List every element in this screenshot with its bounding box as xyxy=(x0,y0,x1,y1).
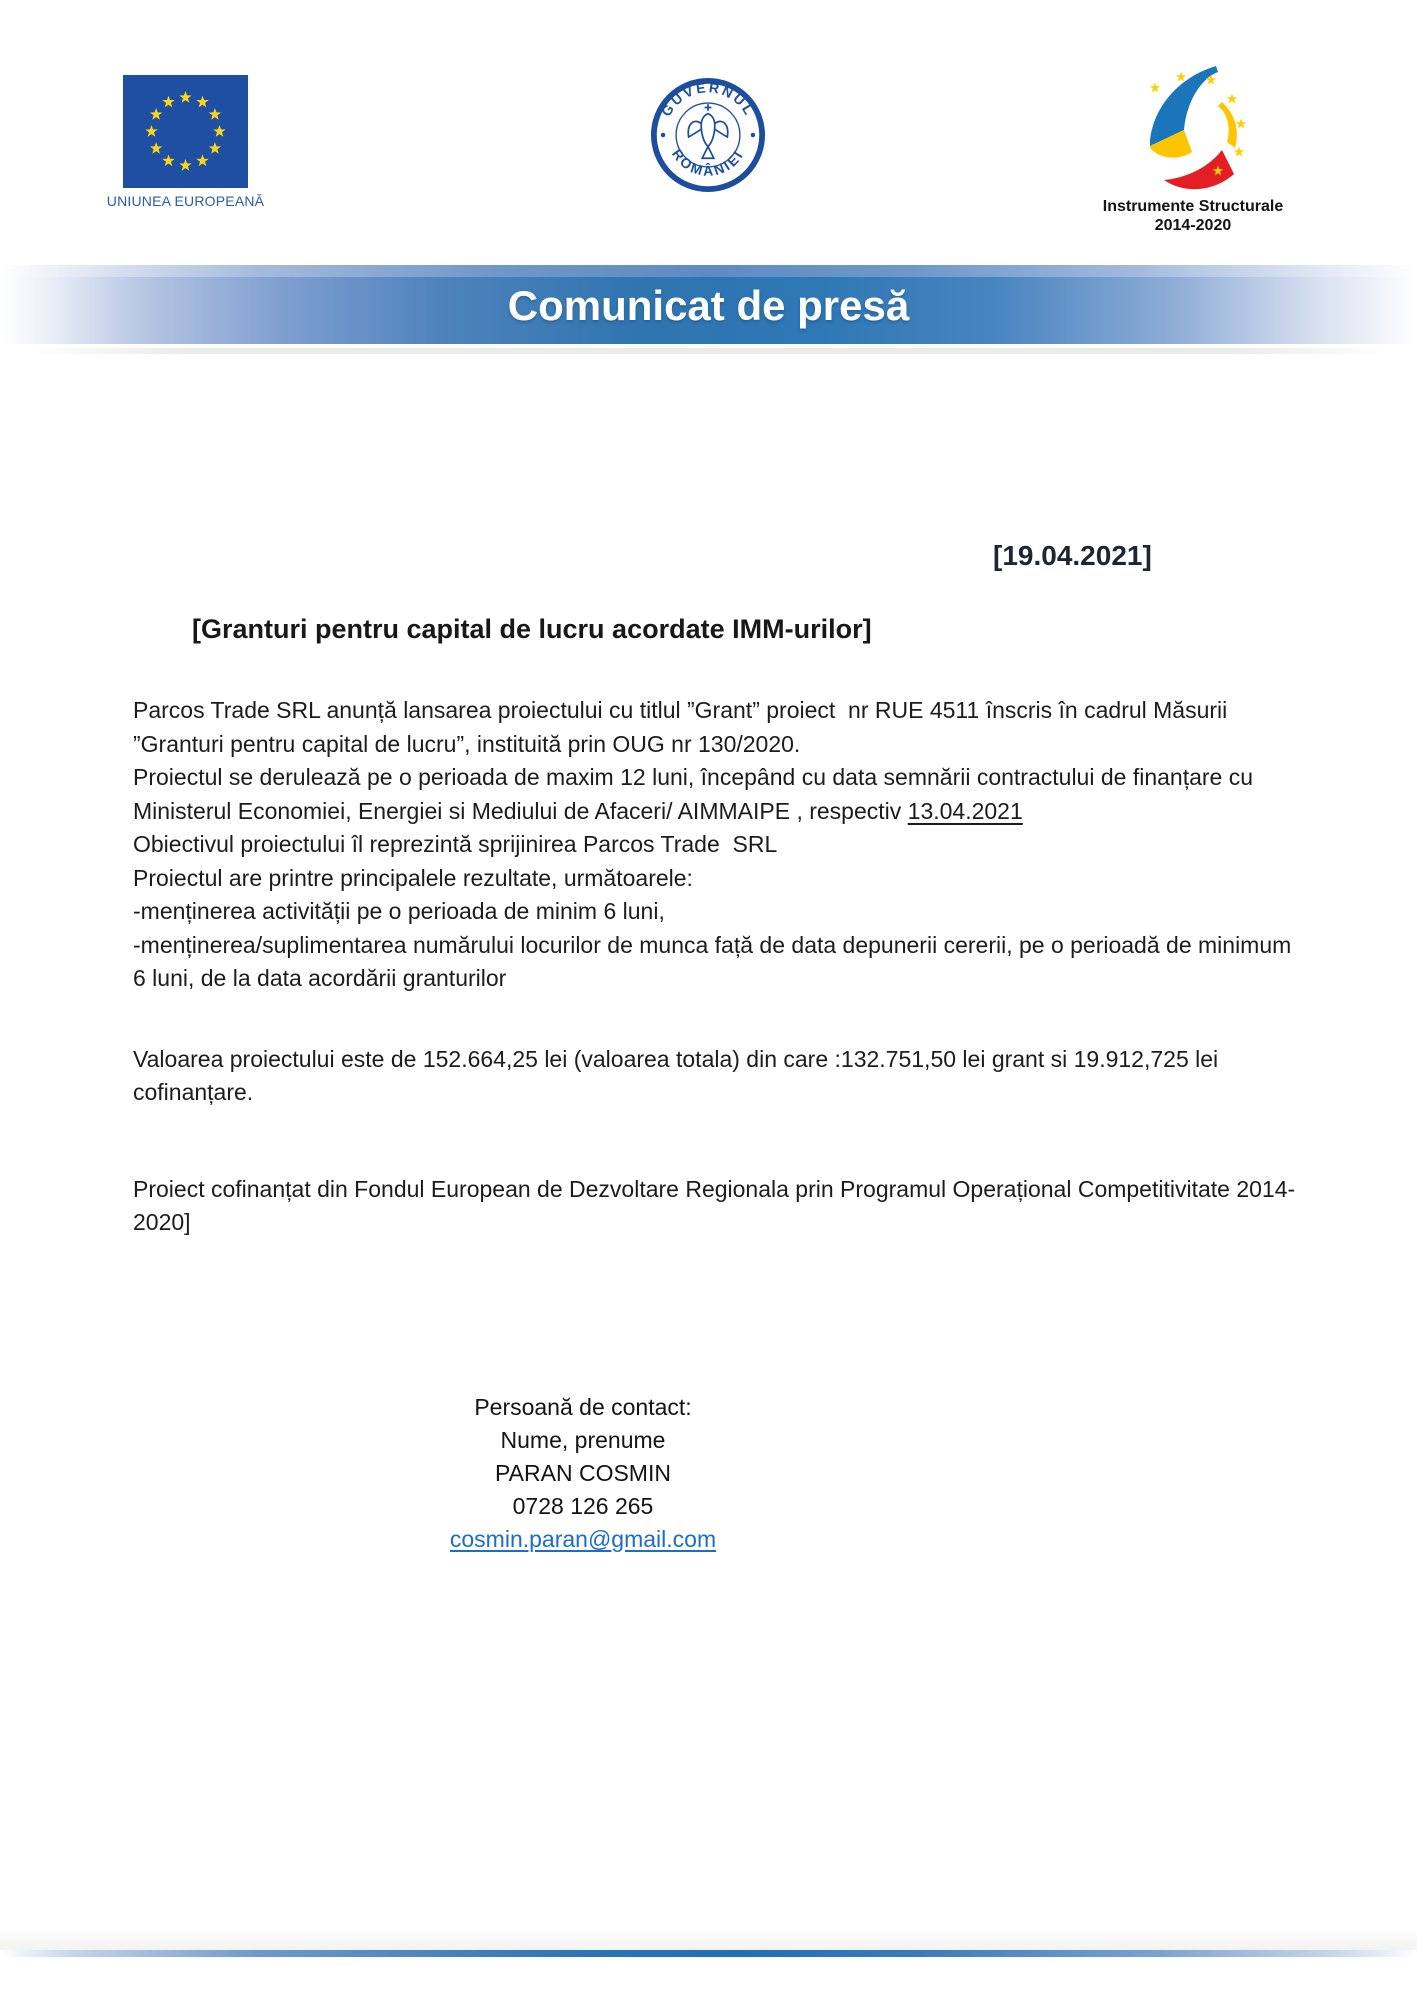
document-date: [19.04.2021] xyxy=(993,540,1152,571)
banner-title: Comunicat de presă xyxy=(507,282,910,329)
paragraph-announcement: Parcos Trade SRL anunță lansarea proiectului cu titlul ”Grant” proiect nr RUE 4511 înscris în cadrul Măsurii ”Granturi pentru capital de lucru”, instituită prin OUG nr 130/2020. xyxy=(133,697,1234,757)
structural-label-line1: Instrumente Structurale xyxy=(1102,198,1284,215)
government-seal-icon xyxy=(650,77,766,198)
paragraph-value: Valoarea proiectului este de 152.664,25 lei (valoarea totala) din care :132.751,50 lei grant si 19.912,725 lei cofinanțare. xyxy=(133,1045,1225,1105)
seal-top-text: GUVERNUL xyxy=(657,79,759,120)
contact-email-row xyxy=(0,1523,1166,1556)
seal-bottom-text: ROMÂNIEI xyxy=(668,146,747,179)
eu-flag-label: UNIUNEA EUROPEANĂ xyxy=(106,193,265,209)
banner-top-strip xyxy=(0,265,1417,277)
contact-block xyxy=(0,1391,1166,1556)
structural-instruments-icon xyxy=(1118,64,1268,199)
paragraph-objective: Obiectivul proiectului îl reprezintă sprijinirea Parcos Trade SRL xyxy=(133,831,778,857)
signing-date-underlined: 13.04.2021 xyxy=(907,797,1023,824)
contact-name-label: Nume, prenume xyxy=(500,1427,666,1453)
eu-flag-icon xyxy=(123,75,248,193)
contact-heading: Persoană de contact: xyxy=(474,1394,692,1420)
paragraph-result-1: -menținerea activității pe o perioada de minim 6 luni, xyxy=(133,898,665,924)
paragraph-duration-text: Proiectul se derulează pe o perioada de maxim 12 luni, începând cu data semnării contractului de finanțare cu Ministerul Economiei, Energiei si Mediului de Afaceri/ AIMMAIPE , respectiv xyxy=(133,764,1260,824)
footer-halo xyxy=(0,1929,1417,1950)
paragraph-cofinancing: Proiect cofinanțat din Fondul European de Dezvoltare Regionala prin Programul Operațional Competitivitate 2014-2020] xyxy=(133,1175,1296,1235)
contact-phone: 0728 126 265 xyxy=(512,1493,654,1519)
paragraph-duration xyxy=(133,761,1296,828)
structural-label-line2: 2014-2020 xyxy=(1154,217,1232,234)
paragraph-result-2: -menținerea/suplimentarea numărului locurilor de munca față de data depunerii cererii, pe o perioadă de minimum 6 luni, de la data acordării granturilor xyxy=(133,931,1298,991)
contact-person-name: PARAN COSMIN xyxy=(495,1460,671,1486)
paragraph-results-intro: Proiectul are printre principalele rezultate, următoarele: xyxy=(133,864,693,891)
document-title: [Granturi pentru capital de lucru acordate IMM-urilor] xyxy=(192,614,872,644)
structural-instruments-label xyxy=(1083,197,1303,235)
banner-shadow-line xyxy=(25,348,1392,354)
contact-email-link[interactable]: cosmin.paran@gmail.com xyxy=(449,1526,717,1552)
document-body xyxy=(133,694,1296,1240)
footer-rule xyxy=(0,1950,1417,1957)
